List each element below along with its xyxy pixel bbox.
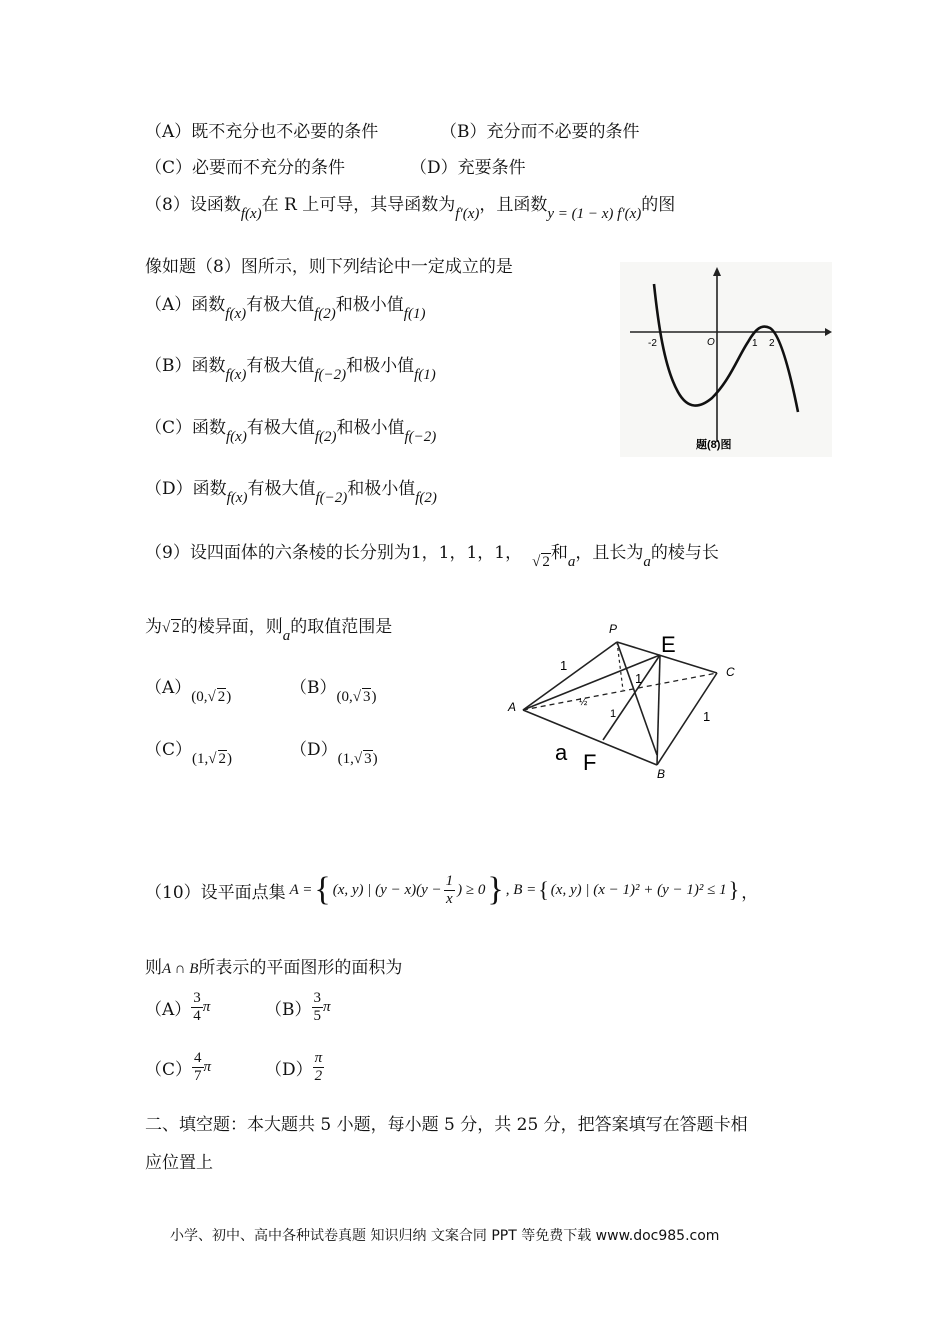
vertex-c-label: C — [726, 665, 735, 679]
vertex-p-label: P — [609, 622, 618, 636]
q8-figure-background — [620, 262, 832, 457]
q10-stem: （10）设平面点集 A = { (x, y) | (y − x)(y − $\frac{1}{x}$ ) ≥ 0 } , B = { (x, y) | (x − 1)² + (y − 1)² ≤ 1 } ， — [145, 871, 759, 908]
q8-figure — [620, 262, 832, 457]
q8-stem-line2: 像如题（8）图所示，则下列结论中一定成立的是 — [145, 257, 513, 277]
point-f-label: F — [583, 750, 597, 775]
section2-heading-line2: 应位置上 — [145, 1153, 213, 1173]
q7-option-a: （A）既不充分也不必要的条件 — [145, 122, 379, 142]
edge-pa — [523, 642, 617, 710]
q7-option-c: （C）必要而不充分的条件 — [145, 158, 346, 178]
line-eb — [657, 655, 660, 765]
q8-option-c: （C）函数f(x)有极大值f(2)和极小值f(−2) — [145, 418, 437, 445]
edge-a-label: a — [555, 740, 568, 765]
angle-mark: ½ — [579, 697, 588, 708]
q9-tetrahedron-figure — [505, 615, 760, 790]
q8-stem: （8）设函数f(x)在 R 上可导，其导函数为f′(x)，且函数y = (1 − x) f′(x)的图 — [145, 195, 676, 222]
tick-label-2: 2 — [769, 338, 775, 349]
q10-option-d: （D） $\frac{\pi}{2}$ — [265, 1050, 323, 1084]
q9-option-d: （D）(1,√ 3) — [290, 740, 378, 767]
edge-pb-length-label: 1 — [635, 671, 643, 686]
q9-stem: （9）设四面体的六条棱的长分别为1，1，1，1， √ 2和a，且长为a的棱与长 — [145, 543, 719, 570]
q9-option-c: （C）(1,√ 2) — [145, 740, 232, 767]
origin-label: O — [707, 337, 715, 348]
edge-cb-length-label: 1 — [703, 709, 711, 724]
footer-text: 小学、初中、高中各种试卷真题 知识归纳 文案合同 PPT 等免费下载 www.doc985.com — [170, 1228, 720, 1244]
point-e-label: E — [661, 632, 676, 657]
q9-option-a: （A）(0,√ 2) — [145, 678, 232, 705]
tick-label-1: 1 — [752, 338, 758, 349]
q7-option-d: （D）充要条件 — [410, 158, 526, 178]
edge-pa-length-label: 1 — [560, 658, 568, 673]
section2-heading: 二、填空题：本大题共 5 小题，每小题 5 分，共 25 分，把答案填写在答题卡相 — [145, 1115, 748, 1135]
figure-caption: 题(8)图 — [696, 439, 732, 451]
q8-option-a: （A）函数f(x)有极大值f(2)和极小值f(1) — [145, 295, 426, 322]
q10-option-b: （B） $\frac{3}{5}$ π — [265, 990, 331, 1024]
line-ef — [603, 655, 660, 740]
q9-stem-line2: 为√ 2的棱异面，则a的取值范围是 — [145, 617, 393, 644]
q10-option-a: （A） $\frac{3}{4}$ π — [145, 990, 211, 1024]
tick-label-neg2: -2 — [648, 338, 657, 349]
q9-option-b: （B）(0,√ 3) — [290, 678, 377, 705]
q7-option-b: （B）充分而不必要的条件 — [440, 122, 640, 142]
edge-ac-hidden — [523, 673, 717, 710]
q8-option-b: （B）函数f(x)有极大值f(−2)和极小值f(1) — [145, 356, 436, 383]
q8-option-d: （D）函数f(x)有极大值f(−2)和极小值f(2) — [145, 479, 437, 506]
vertex-a-label: A — [508, 700, 517, 714]
q10-stem-line2: 则A ∩ B所表示的平面图形的面积为 — [145, 958, 403, 978]
vertex-b-label: B — [657, 767, 666, 781]
inner-length-label: 1 — [610, 708, 617, 720]
q10-option-c: （C） $\frac{4}{7}$ π — [145, 1050, 212, 1084]
